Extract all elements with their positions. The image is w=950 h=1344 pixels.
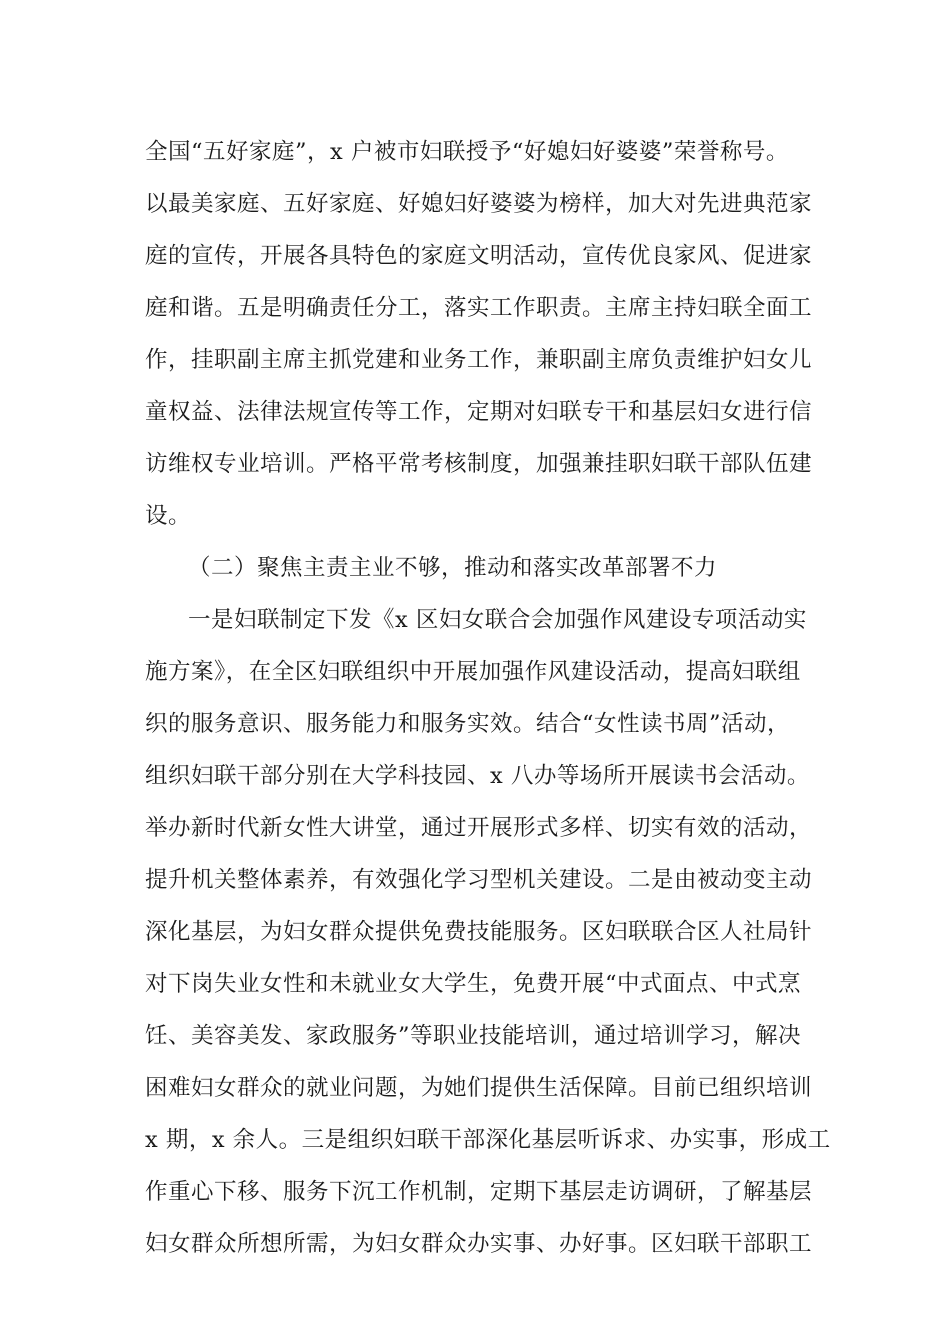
text-line: 织的服务意识、服务能力和服务实效。结合“女性读书周”活动， xyxy=(145,711,791,737)
text-line: 组织妇联干部分别在大学科技园、x 八办等场所开展读书会活动。 xyxy=(145,763,810,789)
text-line: 举办新时代新女性大讲堂，通过开展形式多样、切实有效的活动， xyxy=(145,815,813,841)
text-line: 妇女群众所想所需，为妇女群众办实事、办好事。区妇联干部职工 xyxy=(145,1231,813,1257)
text-line: 访维权专业培训。严格平常考核制度，加强兼挂职妇联干部队伍建 xyxy=(145,451,813,477)
text-line: x 期，x 余人。三是组织妇联干部深化基层听诉求、办实事，形成工 xyxy=(145,1127,831,1153)
section-heading: （二）聚焦主责主业不够，推动和落实改革部署不力 xyxy=(188,555,718,581)
text-line: 深化基层，为妇女群众提供免费技能服务。区妇联联合区人社局针 xyxy=(145,919,813,945)
text-line: 庭的宣传，开展各具特色的家庭文明活动，宣传优良家风、促进家 xyxy=(145,243,813,269)
text-line: 施方案》，在全区妇联组织中开展加强作风建设活动，提高妇联组 xyxy=(145,659,801,685)
text-line: 以最美家庭、五好家庭、好媳妇好婆婆为榜样，加大对先进典范家 xyxy=(145,191,813,217)
text-line: 全国“五好家庭”，x 户被市妇联授予“好媳妇好婆婆”荣誉称号。 xyxy=(145,139,789,165)
text-line: 作重心下移、服务下沉工作机制，定期下基层走访调研，了解基层 xyxy=(145,1179,813,1205)
text-line: 庭和谐。五是明确责任分工，落实工作职责。主席主持妇联全面工 xyxy=(145,295,813,321)
text-line: 困难妇女群众的就业问题，为她们提供生活保障。目前已组织培训 xyxy=(145,1075,813,1101)
text-line: 设。 xyxy=(145,503,192,529)
text-line: 作，挂职副主席主抓党建和业务工作，兼职副主席负责维护妇女儿 xyxy=(145,347,813,373)
text-line: 对下岗失业女性和未就业女大学生，免费开展“中式面点、中式烹 xyxy=(145,971,802,997)
text-line: 饪、美容美发、家政服务”等职业技能培训，通过培训学习，解决 xyxy=(145,1023,802,1049)
text-line: 提升机关整体素养，有效强化学习型机关建设。二是由被动变主动 xyxy=(145,867,813,893)
text-line: 童权益、法律法规宣传等工作，定期对妇联专干和基层妇女进行信 xyxy=(145,399,813,425)
text-line: 一是妇联制定下发《x 区妇女联合会加强作风建设专项活动实 xyxy=(188,607,807,633)
